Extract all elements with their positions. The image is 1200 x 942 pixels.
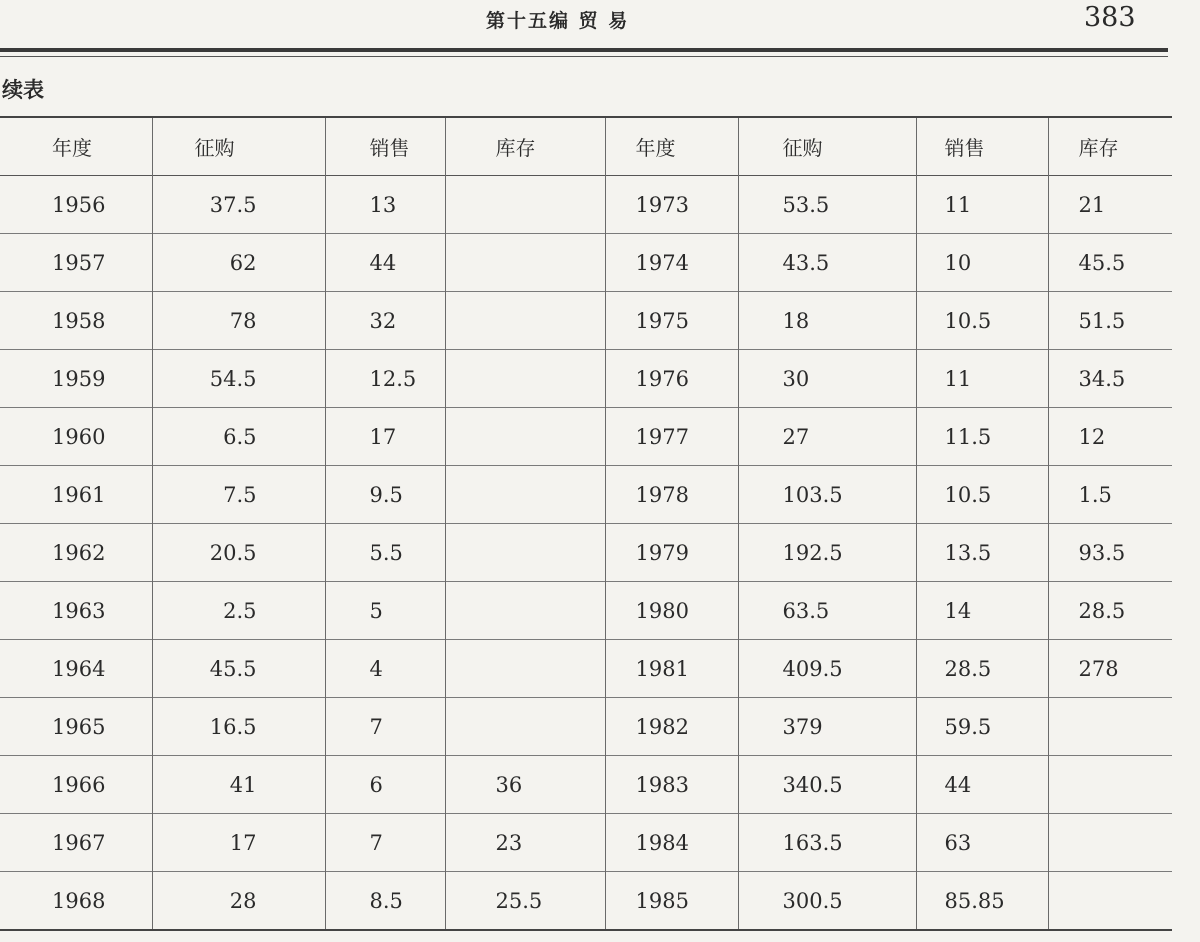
table-row [0, 350, 1172, 408]
year-cell-left: 1959 [0, 350, 152, 408]
sales-cell-right: 44 [916, 756, 1048, 814]
sales-cell-left: 12.5 [325, 350, 445, 408]
purchase-cell-right: 340.5 [738, 756, 916, 814]
purchase-cell-left: 16.5 [152, 698, 325, 756]
stock-cell-left [445, 698, 605, 756]
stock-cell-left [445, 640, 605, 698]
stock-cell-left [445, 466, 605, 524]
sales-cell-right: 63 [916, 814, 1048, 872]
year-cell-right: 1977 [605, 408, 738, 466]
sales-cell-left: 44 [325, 234, 445, 292]
purchase-cell-right: 300.5 [738, 872, 916, 931]
sales-cell-right: 85.85 [916, 872, 1048, 931]
sales-cell-right: 10.5 [916, 292, 1048, 350]
year-cell-left: 1965 [0, 698, 152, 756]
year-cell-left: 1956 [0, 176, 152, 234]
purchase-cell-left: 20.5 [152, 524, 325, 582]
stock-cell-right [1048, 872, 1172, 931]
purchase-cell-left: 6.5 [152, 408, 325, 466]
header-year-right: 年度 [605, 117, 738, 176]
continued-label: 续表 [2, 77, 44, 102]
data-table-container [0, 116, 1172, 931]
year-cell-left: 1963 [0, 582, 152, 640]
stock-cell-left [445, 524, 605, 582]
table-row [0, 292, 1172, 350]
year-cell-left: 1961 [0, 466, 152, 524]
year-cell-right: 1983 [605, 756, 738, 814]
stock-cell-right: 45.5 [1078, 250, 1126, 275]
purchase-cell-left: 37.5 [152, 176, 325, 234]
sales-cell-right: 10 [916, 234, 1048, 292]
purchase-cell-right: 63.5 [738, 582, 916, 640]
table-header-row [0, 117, 1172, 176]
purchase-cell-left: 2.5 [152, 582, 325, 640]
stock-cell-left [445, 292, 605, 350]
purchase-cell-left: 17 [152, 814, 325, 872]
year-cell-right: 1974 [605, 234, 738, 292]
year-cell-left: 1966 [0, 756, 152, 814]
year-cell-left: 1958 [0, 292, 152, 350]
header-sales-right: 销售 [916, 117, 1048, 176]
purchase-cell-left: 41 [152, 756, 325, 814]
header-stock-left: 库存 [445, 117, 605, 176]
year-cell-right: 1981 [605, 640, 738, 698]
sales-cell-left: 4 [325, 640, 445, 698]
purchase-cell-left: 62 [152, 234, 325, 292]
table-row [0, 872, 1172, 931]
stock-cell-left [445, 234, 605, 292]
stock-cell-left: 25.5 [445, 872, 605, 931]
sales-cell-right: 11 [916, 350, 1048, 408]
year-cell-right: 1975 [605, 292, 738, 350]
purchase-cell-left: 78 [152, 292, 325, 350]
table-row [0, 640, 1172, 698]
sales-cell-left: 17 [325, 408, 445, 466]
table-row [0, 582, 1172, 640]
stock-cell-right: 93.5 [1078, 540, 1126, 565]
stock-cell-right: 51.5 [1078, 308, 1126, 333]
table-row [0, 814, 1172, 872]
header-sales-left: 销售 [325, 117, 445, 176]
year-cell-left: 1967 [0, 814, 152, 872]
sales-cell-left: 13 [325, 176, 445, 234]
purchase-cell-right: 27 [738, 408, 916, 466]
sales-cell-left: 32 [325, 292, 445, 350]
header-stock-right: 库存 [1078, 136, 1119, 160]
year-cell-right: 1982 [605, 698, 738, 756]
purchase-cell-left: 54.5 [152, 350, 325, 408]
stock-cell-right: 21 [1078, 192, 1106, 217]
stock-cell-right [1048, 814, 1172, 872]
header-rule-thick [0, 48, 1168, 52]
table-row [0, 756, 1172, 814]
year-cell-right: 1979 [605, 524, 738, 582]
stock-cell-right: 28.5 [1078, 598, 1126, 623]
stock-cell-right: 12 [1078, 424, 1106, 449]
year-cell-right: 1973 [605, 176, 738, 234]
sales-cell-right: 28.5 [916, 640, 1048, 698]
stock-cell-right: 34.5 [1078, 366, 1126, 391]
purchase-cell-right: 18 [738, 292, 916, 350]
sales-cell-right: 10.5 [916, 466, 1048, 524]
stock-cell-right: 1.5 [1078, 482, 1112, 507]
stock-cell-left [445, 176, 605, 234]
purchase-cell-left: 7.5 [152, 466, 325, 524]
stock-cell-left: 36 [445, 756, 605, 814]
sales-cell-right: 59.5 [916, 698, 1048, 756]
stock-cell-right [1048, 698, 1172, 756]
purchase-cell-right: 43.5 [738, 234, 916, 292]
purchase-cell-left: 45.5 [152, 640, 325, 698]
purchase-cell-left: 28 [152, 872, 325, 931]
purchase-cell-right: 379 [738, 698, 916, 756]
header-year-left: 年度 [0, 117, 152, 176]
year-cell-left: 1960 [0, 408, 152, 466]
purchase-cell-right: 30 [738, 350, 916, 408]
header-purchase-right: 征购 [738, 117, 916, 176]
stock-cell-left [445, 582, 605, 640]
table-row [0, 234, 1172, 292]
table-row [0, 466, 1172, 524]
sales-cell-right: 14 [916, 582, 1048, 640]
sales-cell-left: 7 [325, 814, 445, 872]
year-cell-right: 1984 [605, 814, 738, 872]
sales-cell-left: 8.5 [325, 872, 445, 931]
table-body [0, 176, 1172, 931]
table-row [0, 698, 1172, 756]
purchase-cell-right: 409.5 [738, 640, 916, 698]
data-table [0, 116, 1172, 931]
year-cell-left: 1968 [0, 872, 152, 931]
sales-cell-left: 5 [325, 582, 445, 640]
header-rule-thin [0, 56, 1168, 57]
stock-cell-left: 23 [445, 814, 605, 872]
purchase-cell-right: 163.5 [738, 814, 916, 872]
table-row [0, 176, 1172, 234]
stock-cell-left [445, 408, 605, 466]
year-cell-right: 1976 [605, 350, 738, 408]
purchase-cell-right: 192.5 [738, 524, 916, 582]
sales-cell-left: 6 [325, 756, 445, 814]
year-cell-right: 1978 [605, 466, 738, 524]
sales-cell-right: 11.5 [916, 408, 1048, 466]
stock-cell-left [445, 350, 605, 408]
sales-cell-right: 11 [916, 176, 1048, 234]
sales-cell-left: 9.5 [325, 466, 445, 524]
year-cell-left: 1962 [0, 524, 152, 582]
page-header [0, 0, 1200, 44]
purchase-cell-right: 103.5 [738, 466, 916, 524]
sales-cell-left: 7 [325, 698, 445, 756]
table-row [0, 524, 1172, 582]
page-number: 383 [1084, 2, 1136, 33]
year-cell-left: 1964 [0, 640, 152, 698]
stock-cell-right [1048, 756, 1172, 814]
year-cell-left: 1957 [0, 234, 152, 292]
stock-cell-right: 278 [1078, 656, 1119, 681]
year-cell-right: 1980 [605, 582, 738, 640]
chapter-title: 第十五编 贸 易 [486, 10, 630, 32]
sales-cell-left: 5.5 [325, 524, 445, 582]
header-purchase-left: 征购 [152, 117, 325, 176]
purchase-cell-right: 53.5 [738, 176, 916, 234]
sales-cell-right: 13.5 [916, 524, 1048, 582]
table-row [0, 408, 1172, 466]
year-cell-right: 1985 [605, 872, 738, 931]
